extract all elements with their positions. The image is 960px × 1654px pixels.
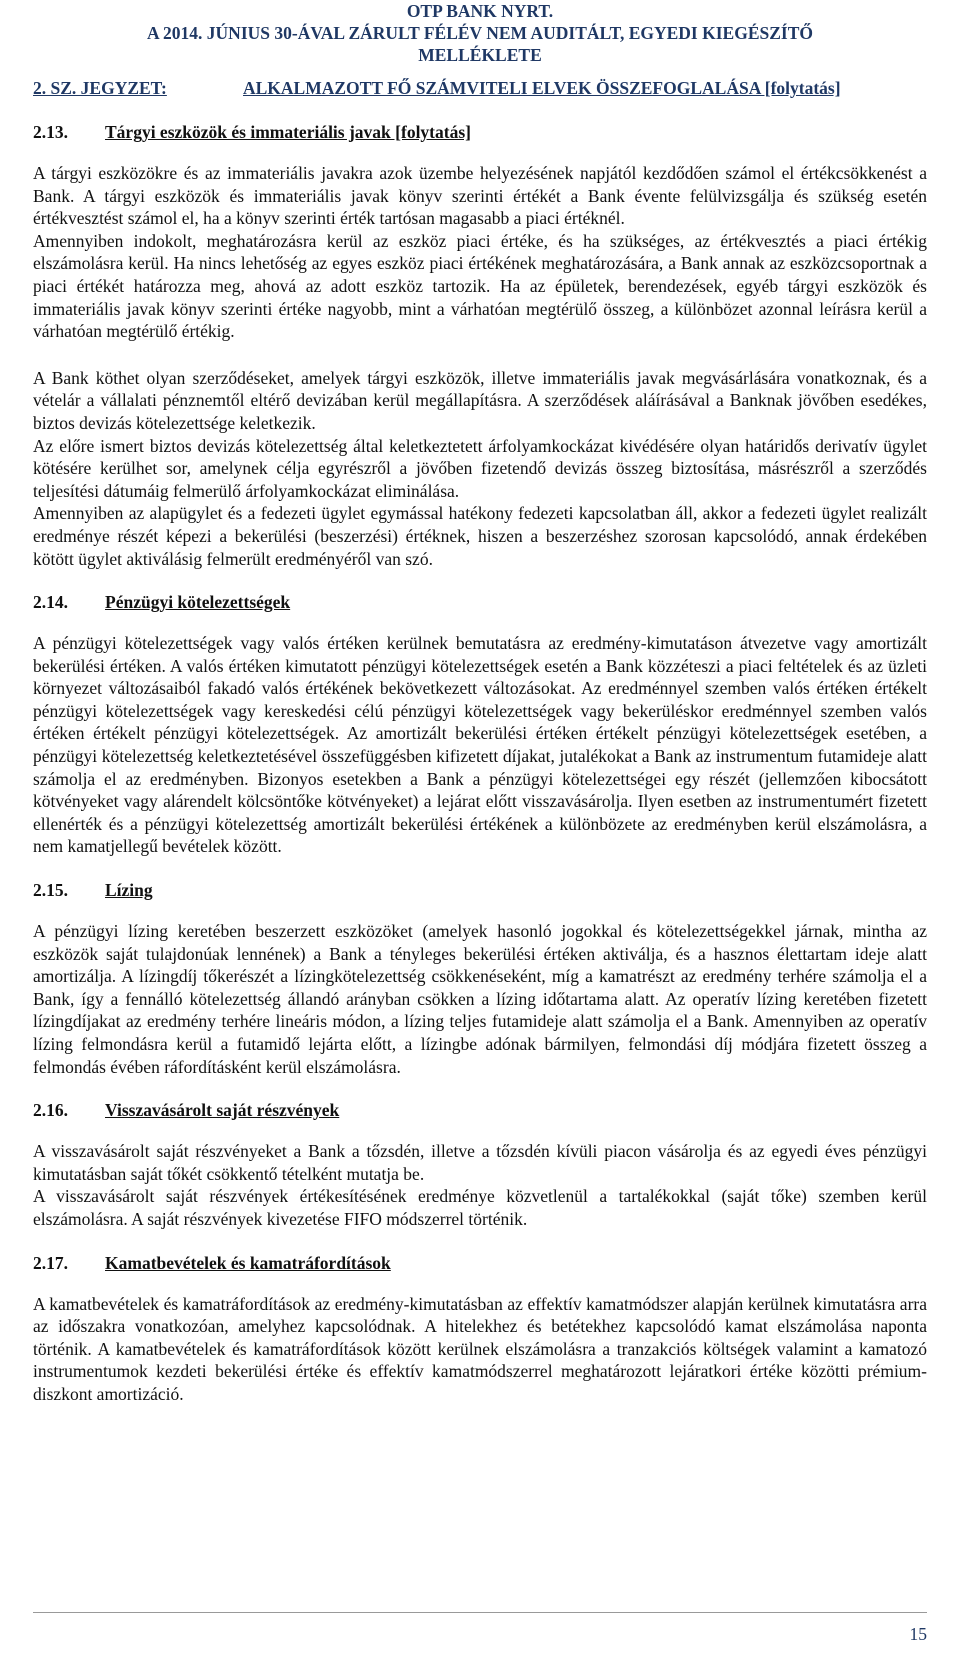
footer-divider — [33, 1612, 927, 1613]
report-subtitle-line2: MELLÉKLETE — [418, 45, 542, 65]
paragraph: Amennyiben indokolt, meghatározásra kerül az eszköz piaci értéke, és ha szükséges, az értékvesztés a piaci értékig elszámolásra kerül. Ha nincs lehetőség az egyes eszköz piaci értékének meghatározására, a Bank annak az eszközcsoportnak a piaci értékét határozza meg, ahová az adott eszköz tartozik. Ha az épületek, berendezések, egyéb tárgyi eszközök és immateriális javak könyv szerinti értéke nagyobb, mint a várhatóan megtérülő összeg, a különbözet azonnal leírásra kerül a várhatóan megtérülő értékig. — [33, 230, 927, 342]
paragraph: A pénzügyi lízing keretében beszerzett eszközöket (amelyek hasonló jogokkal és kötelezettségekkel járnak, mintha az eszközök saját tulajdonúak lennének) a Bank a tényleges bekerülési értéken aktiválja, és a hasznos élettartam ideje alatt amortizálja. A lízingdíj tőkerészét a lízingkötelezettség csökkenéseként, míg a kamatrészt az eredmény terhére számolja el a Bank, így a fennálló kötelezettség állandó arányban csökken a lízing időtartama alatt. Az operatív lízing keretében fizetett lízingdíjakat az eredmény terhére lineáris módon, a lízing teljes futamideje alatt számolja el a Bank. Amennyiben az operatív lízing felmondásra kerül a futamidő lejárta előtt, a lízingbe adónak bármilyen, felmondási díj módjára fizetett összeg a felmondás évében ráfordításként kerül elszámolásra. — [33, 921, 927, 1077]
section-number: 2.15. — [33, 880, 68, 901]
note-heading — [33, 77, 927, 99]
paragraph: Amennyiben az alapügylet és a fedezeti ügylet egymással hatékony fedezeti kapcsolatban áll, akkor a fedezeti ügylet realizált eredménye részét képezi a bekerülési (beszerzési) értéknek, hiszen a beszerzéshez szorosan kapcsolódó, annak érdekében kötött ügylet aktiválásig felmerült eredményéről van szó. — [33, 503, 927, 569]
section-heading-2-16 — [33, 1099, 927, 1121]
section-title: Lízing — [105, 880, 153, 901]
paragraph: A kamatbevételek és kamatráfordítások az eredmény-kimutatásban az effektív kamatmódszer alapján kerülnek kimutatásra arra az időszakra vonatkozóan, amelyhez kapcsolódnak. A hitelekhez és betétekhez kapcsolódó kamat elszámolása naponta történik. A kamatbevételek és kamatráfordítások között kerülnek elszámolásra a tranzakciós költségek valamint a kamatozó instrumentumok kezdeti bekerülési értéke és effektív kamatmódszerrel meghatározott lejáratkori értéke közötti prémium-diszkont amortizáció. — [33, 1293, 927, 1404]
paragraph: A Bank köthet olyan szerződéseket, amelyek tárgyi eszközök, illetve immateriális javak megvásárlására vonatkoznak, és a vételár a vállalati pénznemtől eltérő devizában kerül megállapításra. A szerződések aláírásával a Banknak jövőben esedékes, biztos devizás kötelezettsége keletkezik. — [33, 367, 927, 433]
paragraph: Az előre ismert biztos devizás kötelezettség által keletkeztetett árfolyamkockázat kivédésére olyan határidős derivatív ügylet kötésére kerülhet sor, amelynek célja egyrészről a jövőben fizetendő devizás összeg biztosítása, másrészről a szerződés teljesítési dátumáig felmerülő árfolyamkockázat eliminálása. — [33, 435, 927, 501]
section-heading-2-14 — [33, 591, 927, 613]
note-title: ALKALMAZOTT FŐ SZÁMVITELI ELVEK ÖSSZEFOGLALÁSA [folytatás] — [243, 78, 841, 98]
company-name: OTP BANK NYRT. — [406, 1, 554, 21]
page-number: 15 — [909, 1624, 927, 1644]
paragraph: A visszavásárolt saját részvények értékesítésének eredménye közvetlenül a tartalékokkal (saját tőke) szemben kerül elszámolásra. A saját részvények kivezetése FIFO módszerrel történik. — [33, 1186, 927, 1229]
section-title: Tárgyi eszközök és immateriális javak [folytatás] — [105, 122, 471, 142]
section-title: Pénzügyi kötelezettségek — [105, 592, 291, 613]
paragraph: A tárgyi eszközökre és az immateriális javakra azok üzembe helyezésének napjától kezdődően számol el értékcsökkenést a Bank. A tárgyi eszközök és immateriális javak könyv szerinti értékét a Bank évente felülvizsgálja és szükség esetén értékvesztést számol el, ha a könyv szerinti érték tartósan magasabb a piaci értéknél. — [33, 163, 927, 229]
section-number: 2.17. — [33, 1252, 68, 1273]
paragraph: A pénzügyi kötelezettségek vagy valós értéken kerülnek bemutatásra az eredmény-kimutatáson átvezetve vagy amortizált bekerülési értéken. A valós értéken kimutatott pénzügyi kötelezettségek esetén a Bank közzéteszi a piaci feltételek és az üzleti környezet változásaiból fakadó valós értékének bekövetkezett változásokat. Az eredménnyel szemben valós értéken értékelt pénzügyi kötelezettségek vagy kereskedési célú pénzügyi kötelezettségek vagy bekerüléskor eredménnyel szemben valós értéken értékelt pénzügyi kötelezettségek. Az amortizált bekerülési értéken értékelt pénzügyi kötelezettségek esetében, a pénzügyi kötelezettség keletkeztetésével összefüggésben kifizetett díjakat, jutalékokat a Bank az instrumentum futamideje alatt számolja el az eredményben. Bizonyos esetekben a Bank a pénzügyi kötelezettségei egy részét (jellemzően kibocsátott kötvényeket vagy alárendelt kölcsöntőke kötvényeket) a lejárat előtt visszavásárolja. Ilyen esetben az instrumentumért fizetett ellenérték és a pénzügyi kötelezettség amortizált bekerülési értékének a különbözete az eredményben kerül elszámolásra, a nem kamatjellegű bevételek között. — [33, 633, 927, 857]
section-title: Visszavásárolt saját részvények — [105, 1100, 340, 1121]
paragraph: A visszavásárolt saját részvényeket a Bank a tőzsdén, illetve a tőzsdén kívüli piacon vásárolja és az egyedi éves pénzügyi kimutatásban saját tőkét csökkentő tételként mutatja be. — [33, 1141, 927, 1184]
section-number: 2.13. — [33, 122, 68, 142]
section-heading-2-13 — [33, 121, 927, 143]
report-subtitle-line1: A 2014. JÚNIUS 30-ÁVAL ZÁRULT FÉLÉV NEM AUDITÁLT, EGYEDI KIEGÉSZÍTŐ — [147, 23, 813, 43]
section-heading-2-17 — [33, 1252, 927, 1274]
section-number: 2.16. — [33, 1100, 68, 1121]
section-number: 2.14. — [33, 592, 68, 613]
section-title: Kamatbevételek és kamatráfordítások — [105, 1252, 391, 1273]
section-heading-2-15 — [33, 879, 927, 901]
note-label: 2. SZ. JEGYZET: — [33, 78, 167, 98]
